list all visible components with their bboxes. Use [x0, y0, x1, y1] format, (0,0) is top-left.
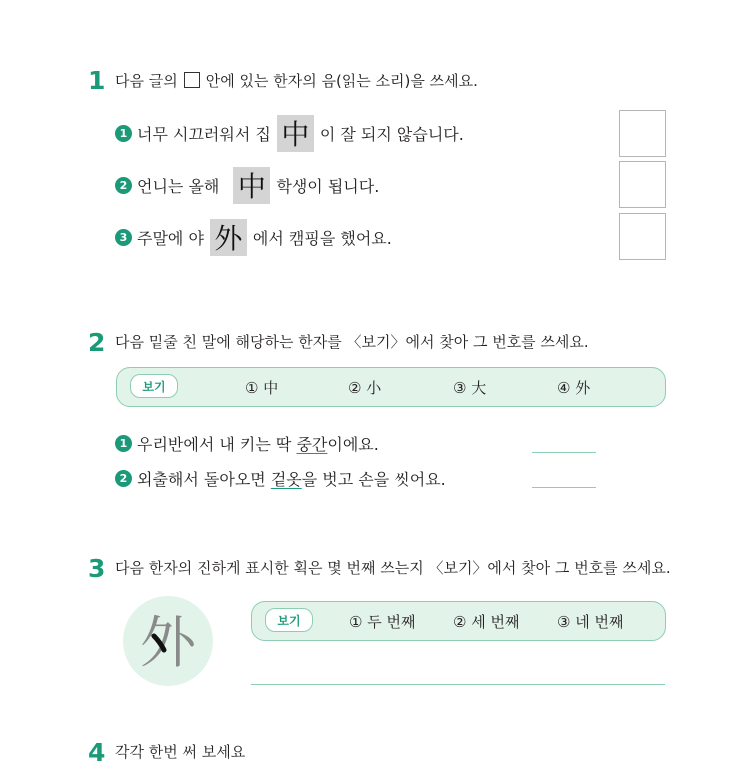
q1-item-1-before: 너무 시끄러워서 집 [137, 124, 271, 144]
q3-answer-line[interactable] [251, 684, 665, 685]
q1-item-2-hanja: 中 [233, 167, 270, 204]
q2-item-1-before: 우리반에서 내 키는 딱 [137, 434, 297, 454]
empty-box-icon [184, 72, 200, 88]
item-number-badge: 3 [115, 229, 132, 246]
q2-item-2-before: 외출해서 돌아오면 [137, 469, 271, 489]
item-number-badge: 1 [115, 125, 132, 142]
q3-option-2: ② 세 번째 [453, 613, 520, 631]
q2-option-2: ② 小 [348, 379, 382, 397]
q2-bogi-label: 보기 [130, 374, 178, 398]
q3-hanja-glyph [133, 606, 203, 676]
question-3-instruction: 다음 한자의 진하게 표시한 획은 몇 번째 쓰는지 〈보기〉에서 찾아 그 번호를 쓰세요. [115, 559, 671, 577]
q1-item-1-hanja: 中 [277, 115, 314, 152]
q1-item-2-before: 언니는 올해 [137, 176, 220, 196]
item-number-badge: 1 [115, 435, 132, 452]
q1-answer-box-2[interactable] [619, 161, 666, 208]
q2-option-1: ① 中 [245, 379, 279, 397]
q1-item-3-before: 주말에 야 [137, 228, 204, 248]
question-3-number: 3 [88, 554, 106, 583]
q3-hanja-text: 外 [140, 611, 196, 676]
q1-item-3-after: 에서 캠핑을 했어요. [252, 228, 392, 248]
item-number-badge: 2 [115, 470, 132, 487]
question-1-instruction [115, 71, 478, 91]
q1-instruction-post: 안에 있는 한자의 음(읽는 소리)을 쓰세요. [205, 72, 478, 90]
q1-item-3 [115, 217, 392, 257]
q1-answer-box-3[interactable] [619, 213, 666, 260]
q2-item-2-after: 을 벗고 손을 씻어요. [301, 469, 446, 489]
question-2-number: 2 [88, 328, 106, 357]
q2-item-1-underlined: 중간 [296, 434, 328, 454]
q1-item-1 [115, 113, 464, 153]
question-1-number: 1 [88, 66, 106, 95]
q2-item-1-after: 이에요. [327, 434, 379, 454]
q1-item-1-after: 이 잘 되지 않습니다. [319, 124, 464, 144]
q2-item-2 [115, 467, 446, 489]
q2-item-2-underlined: 겉옷 [270, 469, 302, 489]
question-4-number: 4 [88, 738, 106, 767]
question-2-instruction: 다음 밑줄 친 말에 해당하는 한자를 〈보기〉에서 찾아 그 번호를 쓰세요. [115, 333, 589, 351]
q2-answer-line-1[interactable] [532, 452, 596, 453]
q3-hanja-circle [123, 596, 213, 686]
q2-answer-line-2[interactable] [532, 487, 596, 488]
q3-option-1: ① 두 번째 [349, 613, 416, 631]
q1-item-2-after: 학생이 됩니다. [276, 176, 380, 196]
q2-option-3: ③ 大 [453, 379, 487, 397]
q3-bogi-label: 보기 [265, 608, 313, 632]
question-4-instruction: 각각 한번 써 보세요 [115, 743, 246, 761]
q1-answer-box-1[interactable] [619, 110, 666, 157]
q2-option-4: ④ 外 [557, 379, 591, 397]
q3-option-3: ③ 네 번째 [557, 613, 624, 631]
q2-item-1 [115, 432, 379, 454]
item-number-badge: 2 [115, 177, 132, 194]
q1-item-2 [115, 165, 379, 205]
q1-item-3-hanja: 外 [210, 219, 247, 256]
q1-instruction-pre: 다음 글의 [115, 72, 178, 90]
